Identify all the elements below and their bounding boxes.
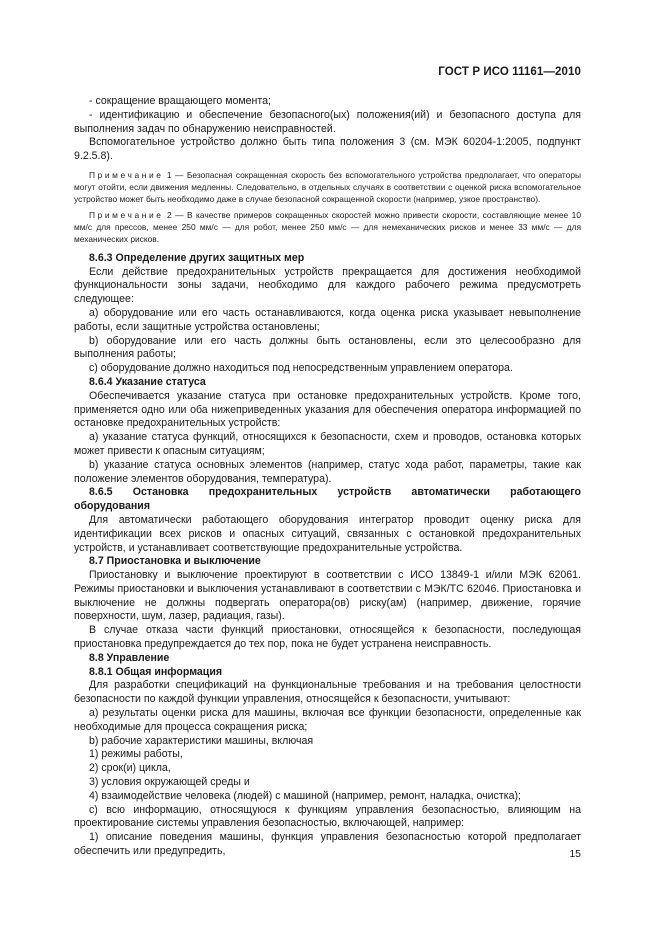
section-heading-8-8-1: 8.8.1 Общая информация — [89, 665, 223, 678]
list-item: 1) описание поведения машины, функция управления безопасностью которой предполагает обеспечить или предупредить, — [74, 831, 581, 858]
paragraph: Обеспечивается указание статуса при остановке предохранительных устройств. Кроме того, применяется одно или оба нижеприведенных указания для обеспечения оператора информацией по остановке предохранительных устройств: — [74, 389, 581, 430]
list-item: 4) взаимодействие человека (людей) с машиной (например, ремонт, наладка, очистка); — [89, 789, 521, 802]
paragraph: Для автоматически работающего оборудования интегратор проводит оценку риска для идентификации всех рисков и опасных ситуаций, связанных с остановкой предохранительных устройств, и устанавливает соответствующие предохранительные устройства. — [74, 513, 581, 554]
list-item: a) оборудование или его часть останавливаются, когда оценка риска указывает невыполнение работы, если защитные устройства остановлены; — [74, 306, 581, 333]
note-2 — [74, 210, 581, 245]
paragraph: Приостановку и выключение проектируют в соответствии с ИСО 13849-1 и/или МЭК 62061. Режимы приостановки и выключения устанавливают в соответствии с МЭК/ТС 62046. Приостановка и выключение не должны подвергать оператора(ов) риску(ам) (например, движение, горячие поверхности, шум, лазер, радиация, газы). — [74, 569, 581, 623]
paragraph: В случае отказа части функций приостановки, относящейся к безопасности, последующая приостановка предупреждается до тех пор, пока не будет устранена неисправность. — [74, 624, 581, 651]
note-1 — [74, 170, 581, 205]
list-item: c) оборудование должно находиться под непосредственным управлением оператора. — [89, 362, 513, 375]
note-label: Примечание — [89, 210, 164, 221]
section-heading-8-6-5-cont: оборудования — [74, 500, 150, 513]
section-heading-8-7: 8.7 Приостановка и выключение — [89, 555, 261, 568]
note-label: Примечание — [89, 169, 164, 180]
list-item: c) всю информацию, относящуюся к функциям управления безопасностью, влияющим на проектирование системы управления безопасностью, включающей, например: — [74, 803, 581, 830]
list-item: b) указание статуса основных элементов (например, статус хода работ, параметры, такие как положение элементов оборудования, температура). — [74, 458, 581, 485]
list-item: - идентификацию и обеспечение безопасного(ых) положения(ий) и безопасного доступа для выполнения задач по обнаружению неисправностей. — [74, 108, 581, 135]
page-body — [74, 95, 581, 859]
paragraph: Если действие предохранительных устройств прекращается для достижения необходимой функциональности зоны задачи, необходимо для каждого рабочего режима предусмотреть следующее: — [74, 265, 581, 306]
list-item: a) результаты оценки риска для машины, включая все функции безопасности, определенные как необходимые для процесса сокращения риска; — [74, 707, 581, 733]
list-item: 1) режимы работы, — [89, 748, 183, 761]
paragraph: Для разработки спецификаций на функциональные требования и на требования целостности безопасности по каждой функции управления, относящейся к безопасности, учитывают: — [74, 679, 581, 706]
section-heading-8-6-4: 8.6.4 Указание статуса — [89, 375, 206, 388]
note-text: 2 — В качестве примеров сокращенных скоростей можно привести скорости, составляющие менее 10 мм/с для прессов, менее 250 мм/с — для робот, менее 250 мм/с — для немеханических рисков и менее 33 мм/с — для механических рисков. — [74, 210, 581, 244]
paragraph: Вспомогательное устройство должно быть типа положения 3 (см. МЭК 60204-1:2005, подпункт 9.2.5.8). — [74, 136, 581, 163]
page-number: 15 — [569, 848, 581, 860]
section-heading-8-8: 8.8 Управление — [89, 651, 170, 664]
list-item: 2) срок(и) цикла, — [89, 762, 171, 775]
list-item: 3) условия окружающей среды и — [89, 776, 250, 789]
section-heading-8-6-3: 8.6.3 Определение других защитных мер — [89, 251, 305, 264]
list-item: b) оборудование или его часть должны быть остановлены, если это целесообразно для выполнения работы; — [74, 334, 581, 361]
list-item: - сокращение вращающего момента; — [89, 95, 271, 107]
standard-header: ГОСТ Р ИСО 11161—2010 — [438, 66, 581, 78]
list-item: b) рабочие характеристики машины, включая — [89, 734, 314, 747]
list-item: a) указание статуса функций, относящихся к безопасности, схем и проводов, остановка которых может привести к опасным ситуациям; — [74, 431, 581, 457]
note-text: 1 — Безопасная сокращенная скорость без вспомогательного устройства предполагает, что операторы могут отойти, если движения медленны. Следовательно, в отдельных случаях в соответствии с оценкой риска вспомогательное устройство может быть необходимо даже в случае безопасной сокращенной скорости (например, узкое пространство). — [74, 169, 581, 204]
section-heading-8-6-5: 8.6.5 Остановка предохранительных устройств автоматически работающего — [89, 486, 581, 499]
